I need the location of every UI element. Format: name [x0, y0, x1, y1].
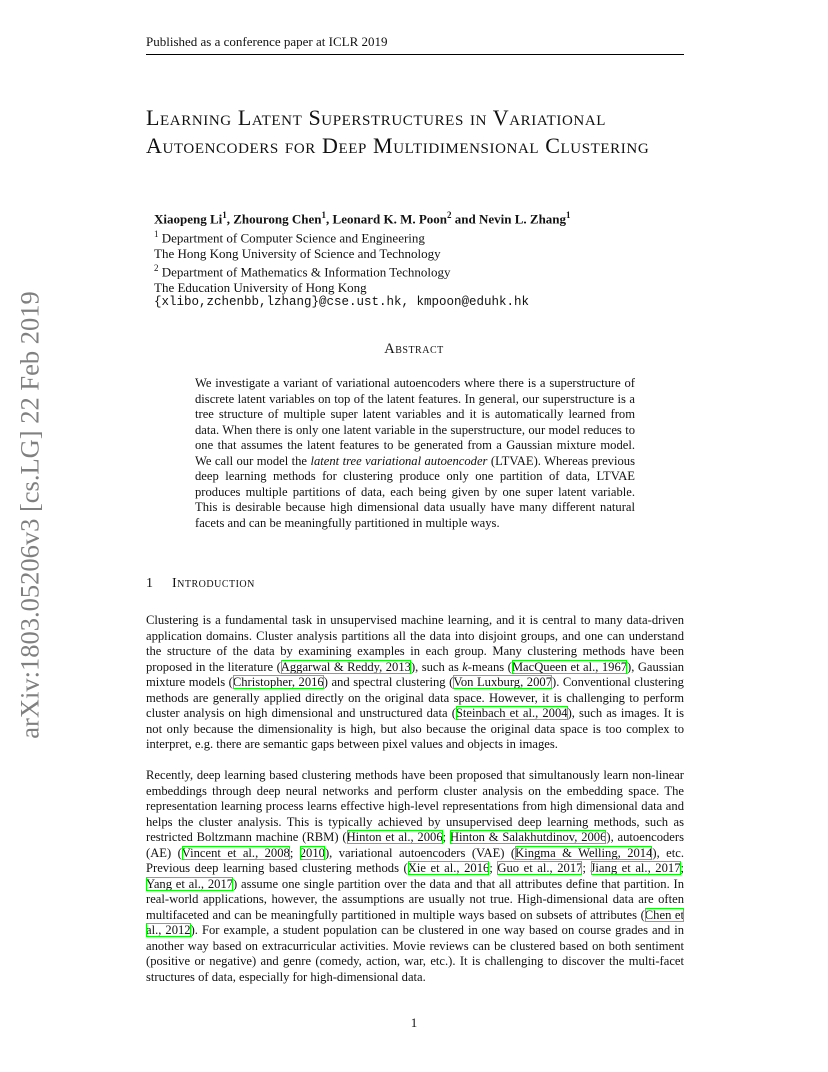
citation-link[interactable]: Aggarwal & Reddy, 2013 [280, 659, 411, 674]
citation-link[interactable]: Yang et al., 2017 [146, 876, 234, 891]
author-names: Xiaopeng Li$^1$, Zhourong Chen$^1$, Leonard K. M. Poon$^2$ and Nevin L. Zhang$^1$ [154, 210, 571, 227]
author-emails[interactable]: {xlibo,zchenbb,lzhang}@cse.ust.hk, kmpoon@eduhk.hk [154, 295, 530, 310]
affiliation-2-institution: The Education University of Hong Kong [154, 279, 367, 295]
citation-link[interactable]: Christopher, 2016 [232, 675, 324, 689]
citation-link[interactable]: Xie et al., 2016 [407, 861, 490, 875]
arxiv-identifier[interactable]: arXiv:1803.05206v3 [cs.LG] 22 Feb 2019 [14, 291, 45, 739]
affiliation-1: $^1$ Department of Computer Science and Engineering [154, 228, 425, 246]
affiliation-2: $^2$ Department of Mathematics & Information Technology [154, 263, 451, 280]
citation-link[interactable]: Kingma & Welling, 2014 [515, 845, 653, 860]
abstract-heading: Abstract [384, 341, 444, 357]
section-number: 1 [146, 576, 154, 591]
affiliation-1-institution: The Hong Kong University of Science and Technology [154, 245, 441, 261]
intro-paragraph-1: Clustering is a fundamental task in unsupervised machine learning, and it is central to many data-driven application domains. Cluster analysis partitions all the data into disjoint groups, and one can understand the structure of the data by examining examples in each group. Many clustering methods have been proposed in the literature (Aggarwal & Reddy, 2013), such as k-means (MacQueen et al., 1967), Gaussian mixture models (Christopher, 2016) and spectral clustering (Von Luxburg, 2007). Conventional clustering methods are generally applied directly on the original data space. However, it is challenging to perform cluster analysis on high dimensional and unstructured data (Steinbach et al., 2004), such as images. It is not only because the dimensionality is high, but also because the original data space is too complex to interpret, e.g. there are semantic gaps between pixel values and objects in images. [146, 613, 684, 751]
model-name-emphasis: latent tree variational autoencoder [310, 453, 488, 468]
abstract-text: We investigate a variant of variational autoencoders where there is a superstructure of discrete latent variables on top of the latent features. In general, our superstructure is a tree structure of multiple super latent variables and it is automatically learned from data. When there is only one latent variable in the superstructure, our model reduces to one that assumes the latent features to be generated from a Gaussian mixture model. We call our model the latent tree variational autoencoder (LTVAE). Whereas previous deep learning methods for clustering produce only one partition of data, LTVAE produces multiple partitions of data, each being given by one super latent variable. This is desirable because high dimensional data usually have many different natural facets and can be meaningfully partitioned in multiple ways. [195, 376, 635, 530]
author-name: Zhourong Chen [233, 211, 322, 227]
running-header: Published as a conference paper at ICLR 2019 [146, 34, 684, 55]
section-title: Introduction [172, 576, 255, 591]
citation-link[interactable]: Jiang et al., 2017 [590, 861, 681, 875]
author-name: Nevin L. Zhang [478, 211, 567, 227]
citation-link[interactable]: Chen et al., 2012 [146, 907, 685, 937]
author-block [154, 208, 684, 311]
citation-link[interactable]: Steinbach et al., 2004 [455, 706, 568, 720]
author-name: Leonard K. M. Poon [332, 211, 448, 227]
section-heading [146, 576, 255, 592]
intro-paragraph-2: Recently, deep learning based clustering methods have been proposed that simultanously learn non-linear embeddings through deep neural networks and perform cluster analysis on the embedding space. The representation learning process learns effective high-level representations from high dimensional data and helps the cluster analysis. This is typically achieved by unsupervised deep learning methods, such as restricted Boltzmann machine (RBM) (Hinton et al., 2006; Hinton & Salakhutdinov, 2006), autoencoders (AE) (Vincent et al., 2008; 2010), variational autoencoders (VAE) (Kingma & Welling, 2014), etc. Previous deep learning based clustering methods (Xie et al., 2016; Guo et al., 2017; Jiang et al., 2017; Yang et al., 2017) assume one single partition over the data and that all attributes define that partition. In real-world applications, however, the assumptions are usually not true. High-dimensional data are often multifaceted and can be meaningfully partitioned in multiple ways based on subsets of attributes (Chen et al., 2012). For example, a student population can be clustered in one way based on course grades and in another way based on extracurricular activities. Movie reviews can be clustered based on both sentiment (positive or negative) and genre (comedy, action, war, etc.). It is challenging to discover the multi-facet structures of data, especially for high-dimensional data. [146, 768, 685, 984]
citation-link[interactable]: Guo et al., 2017 [497, 861, 583, 875]
citation-link[interactable]: Hinton & Salakhutdinov, 2006 [449, 830, 607, 844]
citation-link[interactable]: Vincent et al., 2008 [181, 845, 290, 860]
citation-link[interactable]: MacQueen et al., 1967 [511, 659, 628, 674]
page-number: 1 [410, 1015, 418, 1030]
citation-link[interactable]: 2010 [299, 845, 325, 860]
citation-link[interactable]: Hinton et al., 2006 [346, 830, 443, 844]
author-name: Xiaopeng Li [154, 211, 223, 227]
paper-title: Learning Latent Superstructures in Variational Autoencoders for Deep Multidimensional Clustering [146, 105, 650, 158]
citation-link[interactable]: Von Luxburg, 2007 [453, 675, 552, 689]
